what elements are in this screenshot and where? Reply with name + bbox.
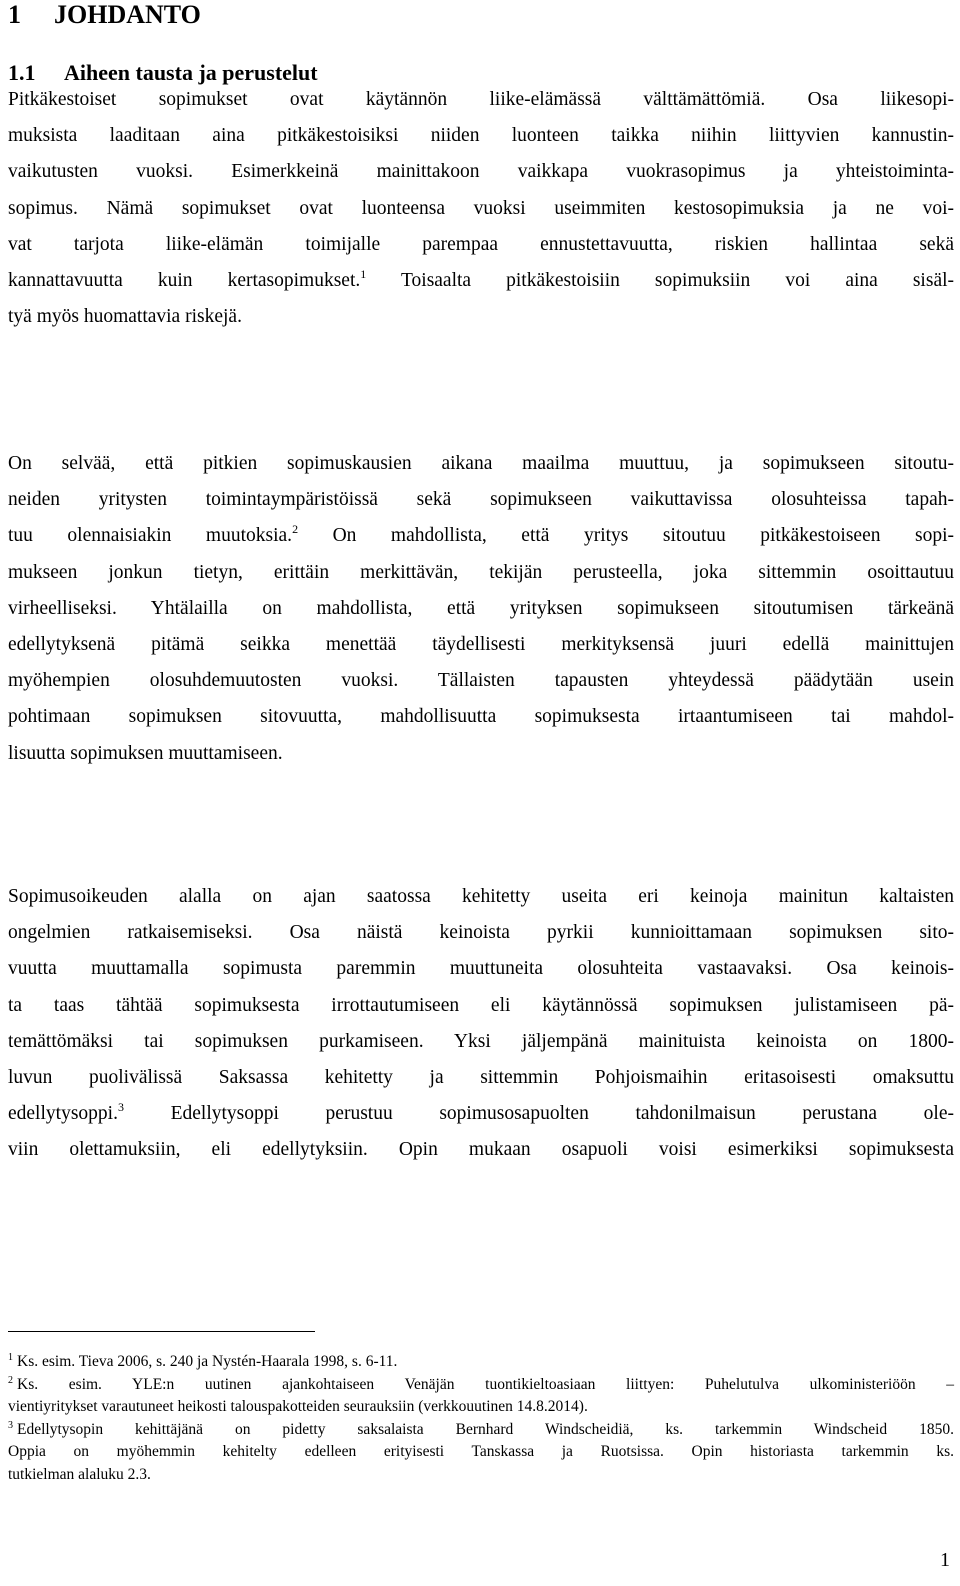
footnote-text: Ks. esim. YLE:n uutinen ajankohtaiseen Venäjän tuontikieltoasiaan liittyen: Puhelutulva ulkoministeriöön – — [17, 1375, 954, 1393]
footnotes — [8, 1351, 954, 1486]
text-segment: Edellytysoppi perustuu sopimusosapuolten tahdonilmaisun perustana ole- — [123, 1103, 954, 1125]
page-number: 1 — [940, 1549, 950, 1571]
text-line: vuutta muuttamalla sopimusta paremmin muuttuneita olosuhteita vastaavaksi. Osa keinois- — [8, 958, 954, 980]
footnote-mark: 3 — [8, 1419, 13, 1431]
text-line: lisuutta sopimuksen muuttamiseen. — [8, 742, 283, 764]
footnote-text-line: Oppia on myöhemmin kehitelty edelleen erityisesti Tanskassa ja Ruotsissa. Opin historiasta tarkemmin ks. — [8, 1443, 954, 1460]
text-line: myöhempien olosuhdemuutosten vuoksi. Tällaisten tapausten yhteydessä päädytään usein — [8, 670, 954, 692]
text-line: ongelmien ratkaisemiseksi. Osa näistä keinoista pyrkii kunnioittamaan sopimuksen sito- — [8, 922, 954, 944]
text-line: virheelliseksi. Yhtälailla on mahdollista, että yrityksen sopimukseen sitoutumisen tärkeänä — [8, 597, 954, 619]
footnote-text-line: tutkielman alaluku 2.3. — [8, 1465, 151, 1483]
paragraph-2 — [8, 446, 954, 772]
text-line — [8, 518, 954, 554]
paragraph-3 — [8, 879, 954, 1169]
text-segment: kannattavuutta kuin kertasopimukset. — [8, 270, 361, 292]
footnote-ref-2[interactable]: 2 — [292, 522, 299, 537]
section-number: 1.1 — [8, 60, 36, 85]
footnote-text-line: vientiyritykset varautuneet heikosti talouspakotteiden seurauksiin (verkkouutinen 14.8.2014). — [8, 1398, 588, 1415]
text-segment: Toisaalta pitkäkestoisiin sopimuksiin voi aina sisäl- — [366, 270, 955, 292]
footnote-separator — [8, 1331, 315, 1332]
footnote-1 — [8, 1351, 954, 1374]
text-segment: edellytysoppi. — [8, 1103, 118, 1125]
text-line: ta taas tähtää sopimuksesta irrottautumiseen eli käytännössä sopimuksen julistamiseen pä- — [8, 994, 954, 1016]
footnote-mark: 1 — [8, 1352, 13, 1363]
footnote-text: Ks. esim. Tieva 2006, s. 240 ja Nystén-Haarala 1998, s. 6-11. — [17, 1353, 398, 1370]
footnote-mark: 2 — [8, 1374, 13, 1386]
text-line: tyä myös huomattavia riskejä. — [8, 306, 242, 328]
chapter-title: JOHDANTO — [54, 0, 201, 29]
footnote-ref-1[interactable]: 1 — [360, 267, 367, 282]
chapter-heading — [8, 0, 201, 30]
footnote-2 — [8, 1374, 954, 1397]
text-line: On selvää, että pitkien sopimuskausien aikana maailma muuttuu, ja sopimukseen sitoutu- — [8, 453, 954, 474]
footnote-text: Edellytysopin kehittäjänä on pidetty saksalaista Bernhard Windscheidiä, ks. tarkemmin Windscheid 1850. — [17, 1420, 954, 1438]
text-line — [8, 263, 954, 299]
text-segment: On mahdollista, että yritys sitoutuu pitkäkestoiseen sopi- — [298, 525, 955, 547]
footnote-3 — [8, 1419, 954, 1442]
chapter-number: 1 — [8, 0, 21, 29]
text-segment: tuu olennaisiakin muutoksia. — [8, 525, 293, 547]
text-line: Sopimusoikeuden alalla on ajan saatossa kehitetty useita eri keinoja mainitun kaltaisten — [8, 886, 954, 907]
text-line: pohtimaan sopimuksen sitovuutta, mahdollisuutta sopimuksesta irtaantumiseen tai mahdol- — [8, 706, 954, 728]
text-line: edellytyksenä pitämä seikka menettää täydellisesti merkityksensä juuri edellä mainittujen — [8, 634, 954, 656]
text-line: temättömäksi tai sopimuksen purkamiseen. Yksi jäljempänä mainituista keinoista on 1800- — [8, 1030, 954, 1052]
text-line: Pitkäkestoiset sopimukset ovat käytännön liike-elämässä välttämättömiä. Osa liikesopi- — [8, 89, 954, 110]
text-line: muksista laaditaan aina pitkäkestoisiksi niiden luonteen taikka niihin liittyvien kannustin- — [8, 125, 954, 147]
text-line: mukseen jonkun tietyn, erittäin merkittävän, tekijän perusteella, joka sittemmin osoittautuu — [8, 561, 954, 583]
text-line: viin olettamuksiin, eli edellytyksiin. Opin mukaan osapuoli voisi esimerkiksi sopimuksesta — [8, 1139, 954, 1161]
section-title: Aiheen tausta ja perustelut — [64, 60, 318, 85]
footnote-ref-3[interactable]: 3 — [117, 1100, 124, 1115]
text-line: vaikutusten vuoksi. Esimerkkeinä mainittakoon vaikkapa vuokrasopimus ja yhteistoiminta- — [8, 161, 954, 183]
text-line: neiden yritysten toimintaympäristöissä sekä sopimukseen vaikuttavissa olosuhteissa tapah- — [8, 489, 954, 511]
document-page — [8, 0, 954, 1586]
text-line: luvun puolivälissä Saksassa kehitetty ja sittemmin Pohjoismaihin eritasoisesti omaksuttu — [8, 1067, 954, 1089]
paragraph-1 — [8, 82, 954, 335]
text-line: vat tarjota liike-elämän toimijalle parempaa ennustettavuutta, riskien hallintaa sekä — [8, 233, 954, 255]
text-line: sopimus. Nämä sopimukset ovat luonteensa vuoksi useimmiten kestosopimuksia ja ne voi- — [8, 197, 954, 219]
text-line — [8, 1096, 954, 1132]
